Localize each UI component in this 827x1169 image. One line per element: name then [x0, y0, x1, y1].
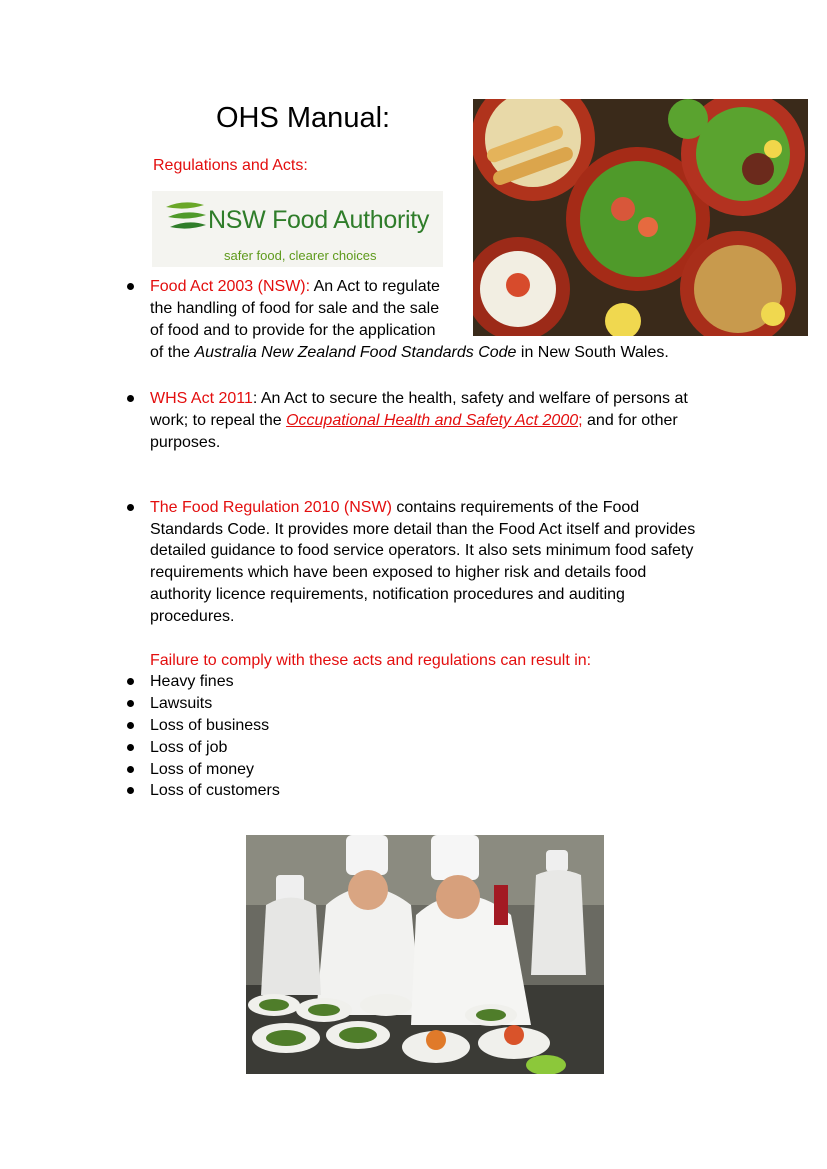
- failure-item: Loss of business: [150, 717, 270, 734]
- bullet-icon: [127, 678, 134, 685]
- food-act-line4: [150, 342, 669, 364]
- logo-name: NSW Food Authority: [208, 206, 430, 234]
- food-act-line1: [150, 276, 440, 298]
- bullet-icon: [127, 766, 134, 773]
- food-regulation-line1: [150, 497, 639, 519]
- section-subtitle: Regulations and Acts:: [153, 157, 308, 174]
- whs-act-label: WHS Act 2011: [150, 390, 253, 407]
- nsw-food-authority-logo: [152, 191, 443, 267]
- food-regulation-label: The Food Regulation 2010 (NSW): [150, 499, 392, 516]
- food-regulation-line2: Standards Code. It provides more detail than the Food Act itself and provides: [150, 521, 696, 538]
- food-act-label: Food Act 2003 (NSW):: [150, 278, 311, 295]
- whs-act-link-tail: ;: [578, 412, 583, 429]
- bullet-icon: [127, 504, 134, 511]
- ohs-act-2000-link[interactable]: Occupational Health and Safety Act 2000: [286, 412, 579, 429]
- failure-item: Loss of job: [150, 739, 228, 756]
- food-regulation-text: contains requirements of the Food: [391, 499, 640, 516]
- bullet-icon: [127, 787, 134, 794]
- food-act-line2: the handling of food for sale and the sale: [150, 300, 440, 317]
- food-act-line4-post: in New South Wales.: [516, 344, 669, 361]
- food-act-text: An Act to regulate: [310, 278, 440, 295]
- bullet-icon: [127, 744, 134, 751]
- failure-item: Loss of money: [150, 761, 255, 778]
- food-standards-code-title: Australia New Zealand Food Standards Code: [194, 344, 517, 361]
- food-act-line4-pre: of the: [150, 344, 195, 361]
- failure-item: Loss of customers: [150, 782, 280, 799]
- failure-item: Heavy fines: [150, 673, 234, 690]
- food-regulation-line3: detailed guidance to food service operators. It also sets minimum food safety: [150, 542, 694, 559]
- leaf-icon: [164, 199, 208, 237]
- whs-act-line2-post: and for other: [582, 412, 678, 429]
- food-regulation-line5: authority licence requirements, notification procedures and auditing: [150, 586, 625, 603]
- food-act-line3: of food and to provide for the application: [150, 322, 436, 339]
- bullet-icon: [127, 722, 134, 729]
- whs-act-text: : An Act to secure the health, safety and welfare of persons at: [252, 390, 688, 407]
- failure-item: Lawsuits: [150, 695, 213, 712]
- food-platters-photo: [473, 99, 808, 336]
- whs-act-line1: [150, 388, 688, 410]
- bullet-icon: [127, 283, 134, 290]
- bullet-icon: [127, 700, 134, 707]
- food-regulation-line4: requirements which have been exposed to higher risk and details food: [150, 564, 647, 581]
- whs-act-line2: [150, 410, 678, 432]
- page-title: OHS Manual:: [216, 102, 391, 134]
- whs-act-line2-pre: work; to repeal the: [150, 412, 287, 429]
- bullet-icon: [127, 395, 134, 402]
- logo-tagline: safer food, clearer choices: [224, 248, 377, 263]
- whs-act-line3: purposes.: [150, 434, 221, 451]
- chefs-plating-photo: [246, 835, 604, 1074]
- food-regulation-line6: procedures.: [150, 608, 235, 625]
- failure-heading: Failure to comply with these acts and regulations can result in:: [150, 652, 592, 669]
